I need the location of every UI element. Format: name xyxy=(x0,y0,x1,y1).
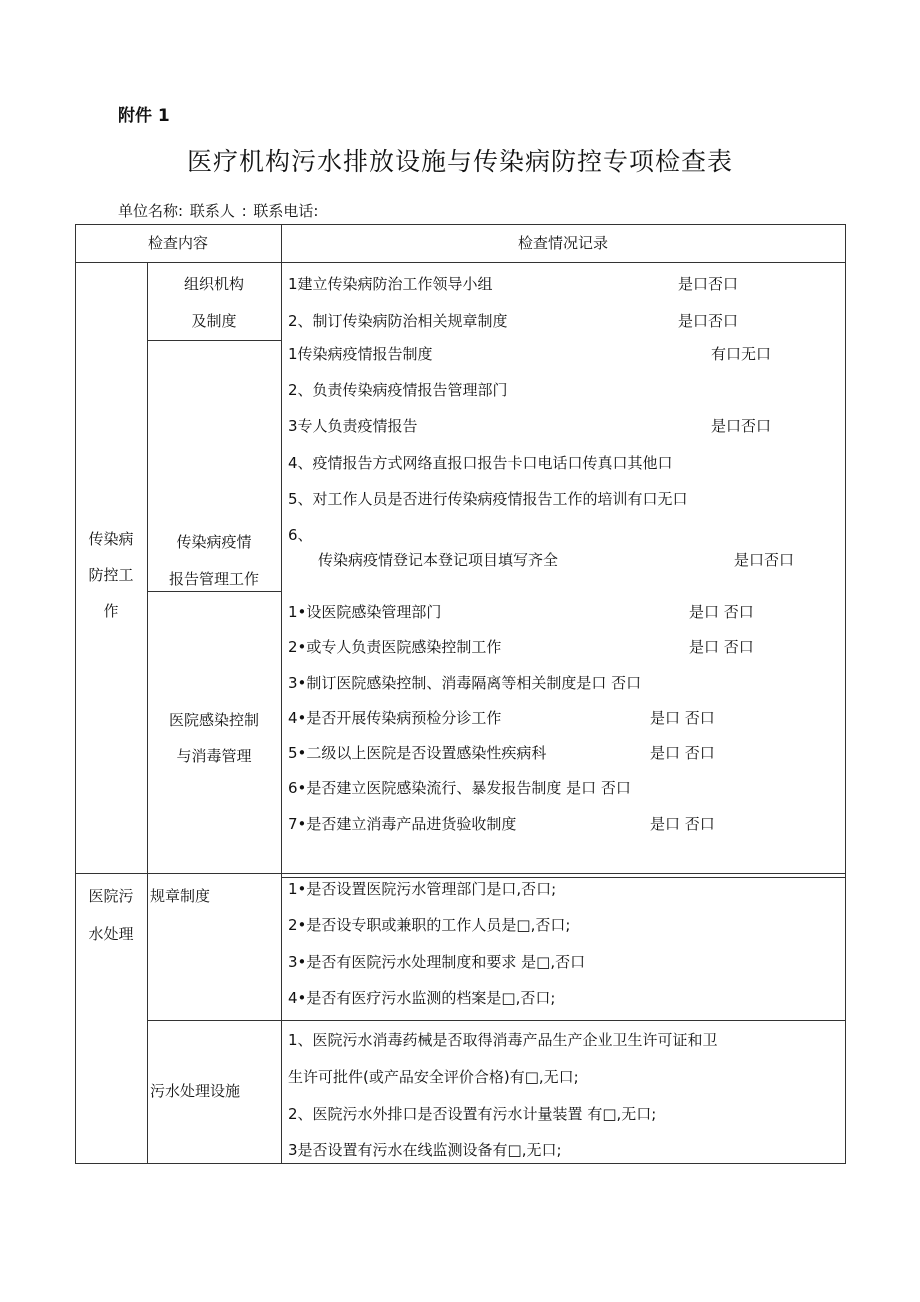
unit-info-line: 单位名称: 联系人 : 联系电话: xyxy=(118,202,319,220)
check-item: 1、医院污水消毒药械是否取得消毒产品生产企业卫生许可证和卫 xyxy=(288,1031,718,1049)
check-option: 是口否口 xyxy=(734,551,795,569)
attachment-label: 附件 1 xyxy=(118,106,170,126)
check-option: 是口 否口 xyxy=(689,638,754,656)
section-divider xyxy=(281,877,846,878)
check-option: 是口 否口 xyxy=(650,709,715,727)
check-item: 2、医院污水外排口是否设置有污水计量装置 有□,无口; xyxy=(288,1105,657,1123)
subcategory-label: 与消毒管理 xyxy=(176,747,252,765)
category-label: 作 xyxy=(103,602,119,620)
check-item: 生许可批件(或产品安全评价合格)有□,无口; xyxy=(288,1068,579,1086)
category-label: 传染病 xyxy=(88,530,134,548)
row-divider xyxy=(147,591,281,592)
check-option: 是口否口 xyxy=(678,312,739,330)
check-item: 2•或专人负责医院感染控制工作 xyxy=(288,638,502,656)
row-divider xyxy=(147,1020,846,1021)
check-item: 3是否设置有污水在线监测设备有□,无口; xyxy=(288,1141,562,1159)
check-item: 1•是否设置医院污水管理部门是口,否口; xyxy=(288,880,557,898)
table-border-top xyxy=(75,224,846,225)
table-border-bottom xyxy=(75,1163,846,1164)
category-label: 水处理 xyxy=(88,925,134,943)
check-item: 1建立传染病防治工作领导小组 xyxy=(288,275,493,293)
column-divider xyxy=(281,224,282,1164)
check-option: 是口 否口 xyxy=(650,744,715,762)
check-option: 是口 否口 xyxy=(650,815,715,833)
table-border-right xyxy=(845,224,846,1164)
page-title: 医疗机构污水排放设施与传染病防控专项检查表 xyxy=(186,147,733,176)
table-border-left xyxy=(75,224,76,1164)
check-item: 3•是否有医院污水处理制度和要求 是□,否口 xyxy=(288,953,586,971)
check-item: 4•是否有医疗污水监测的档案是□,否口; xyxy=(288,989,556,1007)
check-item: 6•是否建立医院感染流行、暴发报告制度 是口 否口 xyxy=(288,779,631,797)
subcategory-label: 污水处理设施 xyxy=(150,1082,241,1100)
category-label: 防控工 xyxy=(88,566,134,584)
subcategory-label: 及制度 xyxy=(191,312,237,330)
subcategory-label: 规章制度 xyxy=(150,887,211,905)
header-divider xyxy=(75,262,846,263)
check-item: 4•是否开展传染病预检分诊工作 xyxy=(288,709,502,727)
check-item: 7•是否建立消毒产品进货验收制度 xyxy=(288,815,517,833)
check-item: 3•制订医院感染控制、消毒隔离等相关制度是口 否口 xyxy=(288,674,642,692)
category-label: 医院污 xyxy=(88,887,134,905)
check-item: 5、对工作人员是否进行传染病疫情报告工作的培训有口无口 xyxy=(288,490,688,508)
check-option: 是口否口 xyxy=(678,275,739,293)
check-item: 2、制订传染病防治相关规章制度 xyxy=(288,312,508,330)
row-divider xyxy=(147,340,281,341)
check-item: 2、负责传染病疫情报告管理部门 xyxy=(288,381,508,399)
subcategory-label: 传染病疫情 xyxy=(176,533,252,551)
check-item: 3专人负责疫情报告 xyxy=(288,417,418,435)
subcategory-label: 报告管理工作 xyxy=(168,570,259,588)
check-option: 是口否口 xyxy=(711,417,772,435)
check-item: 1传染病疫情报告制度 xyxy=(288,345,433,363)
header-record: 检查情况记录 xyxy=(517,234,608,252)
check-option: 有口无口 xyxy=(711,345,772,363)
check-item: 传染病疫情登记本登记项目填写齐全 xyxy=(318,551,559,569)
subcategory-label: 医院感染控制 xyxy=(168,711,259,729)
subcategory-label: 组织机构 xyxy=(183,275,244,293)
check-item: 5•二级以上医院是否设置感染性疾病科 xyxy=(288,744,547,762)
check-item: 2•是否设专职或兼职的工作人员是□,否口; xyxy=(288,916,571,934)
header-content: 检查内容 xyxy=(147,234,208,252)
check-item: 6、 xyxy=(288,526,313,544)
check-item: 4、疫情报告方式网络直报口报告卡口电话口传真口其他口 xyxy=(288,454,673,472)
section-divider xyxy=(75,873,846,874)
check-item: 1•设医院感染管理部门 xyxy=(288,603,442,621)
check-option: 是口 否口 xyxy=(689,603,754,621)
